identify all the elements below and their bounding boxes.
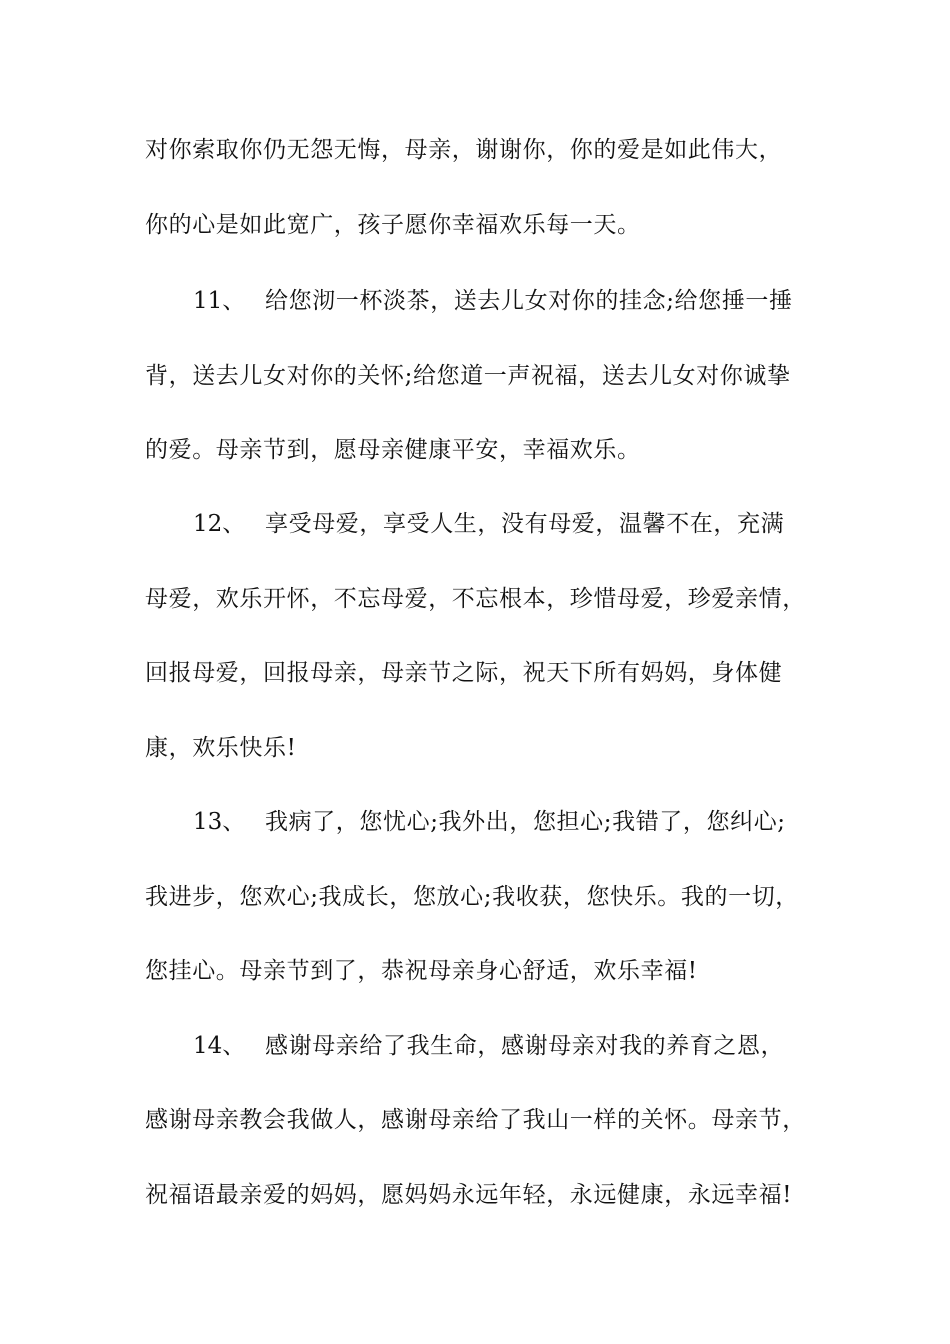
paragraph-line: 享受母爱，享受人生，没有母爱，温馨不在，充满 <box>265 511 785 537</box>
paragraph-line: 我进步，您欢心;我成长，您放心;我收获，您快乐。我的一切， <box>145 884 799 910</box>
paragraph-line: 康，欢乐快乐! <box>145 735 297 761</box>
paragraph-line: 您挂心。母亲节到了，恭祝母亲身心舒适，欢乐幸福! <box>145 958 698 984</box>
paragraph-line: 对你索取你仍无怨无悔，母亲，谢谢你，你的爱是如此伟大， <box>145 137 783 163</box>
paragraph-line: 的爱。母亲节到，愿母亲健康平安，幸福欢乐。 <box>145 437 641 463</box>
paragraph-line: 感谢母亲教会我做人，感谢母亲给了我山一样的关怀。母亲节， <box>145 1107 806 1133</box>
paragraph-line: 我病了，您忧心;我外出，您担心;我错了，您纠心; <box>265 809 786 835</box>
item-number: 11、 <box>193 288 246 314</box>
paragraph-line: 给您沏一杯淡茶，送去儿女对你的挂念;给您捶一捶 <box>265 288 793 314</box>
paragraph-line: 祝福语最亲爱的妈妈，愿妈妈永远年轻，永远健康，永远幸福! <box>145 1182 793 1208</box>
item-number: 12、 <box>193 511 246 537</box>
item-number: 13、 <box>193 809 246 835</box>
paragraph-line: 回报母爱，回报母亲，母亲节之际，祝天下所有妈妈，身体健 <box>145 660 783 686</box>
paragraph-line: 你的心是如此宽广，孩子愿你幸福欢乐每一天。 <box>145 212 641 238</box>
paragraph-line: 感谢母亲给了我生命，感谢母亲对我的养育之恩， <box>265 1033 785 1059</box>
item-number: 14、 <box>193 1033 246 1059</box>
paragraph-line: 背，送去儿女对你的关怀;给您道一声祝福，送去儿女对你诚挚 <box>145 363 791 389</box>
paragraph-line: 母爱，欢乐开怀，不忘母爱，不忘根本，珍惜母爱，珍爱亲情， <box>145 586 806 612</box>
